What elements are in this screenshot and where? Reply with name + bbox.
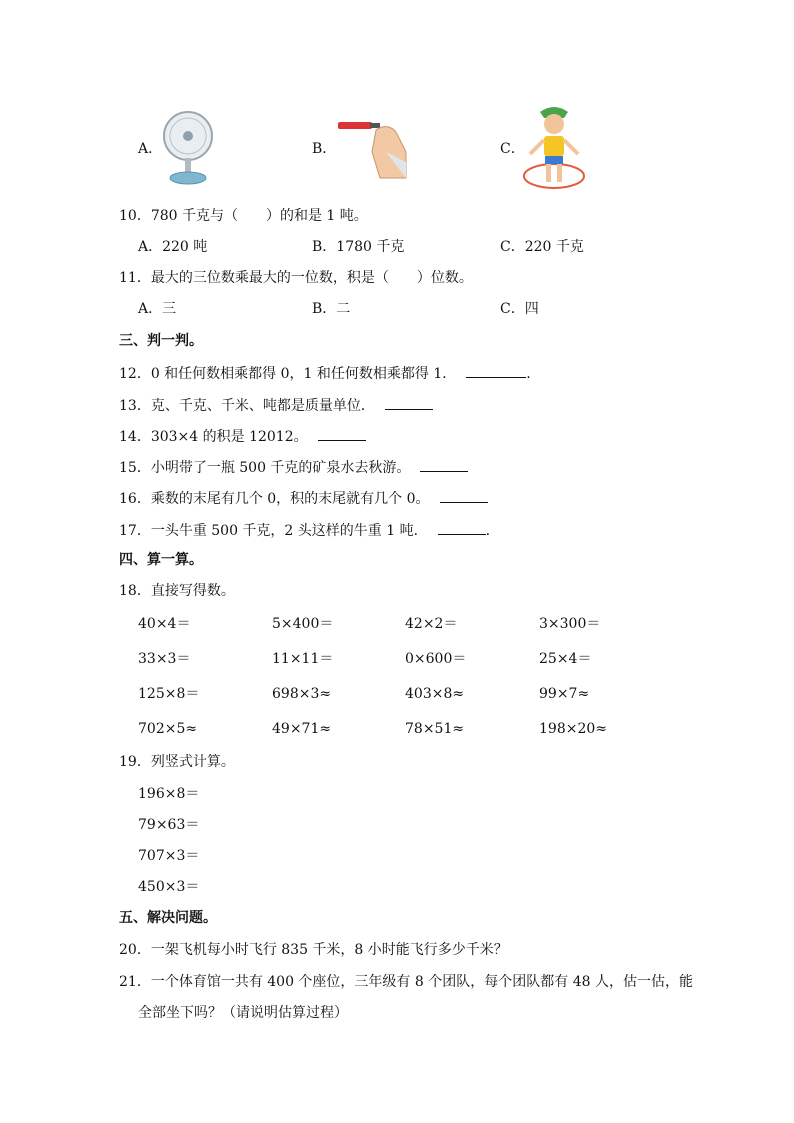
q17-text: 17．一头牛重 500 千克，2 头这样的牛重 1 吨． — [119, 523, 428, 539]
q19-item: 707×3＝ — [138, 848, 200, 864]
q16-answer-blank[interactable] — [440, 488, 488, 503]
q10-option-a: A．220 吨 — [138, 239, 208, 255]
q9-option-c-label: C． — [500, 141, 525, 157]
q14-answer-blank[interactable] — [318, 426, 366, 441]
q14-item — [119, 426, 366, 447]
section-5-title: 五、解决问题。 — [119, 910, 217, 926]
q18-item: 25×4＝ — [539, 651, 592, 667]
q12-text: 12．0 和任何数相乘都得 0，1 和任何数相乘都得 1． — [119, 366, 457, 382]
q10-option-b: B．1780 千克 — [312, 239, 405, 255]
q18-item: 403×8≈ — [405, 686, 465, 702]
q18-item: 698×3≈ — [272, 686, 332, 702]
q10-option-c: C．220 千克 — [500, 239, 584, 255]
q18-item: 11×11＝ — [272, 651, 334, 667]
q12-tail: . — [526, 366, 531, 382]
q19-stem: 19．列竖式计算。 — [119, 754, 235, 770]
q15-item — [119, 457, 468, 478]
q20-stem: 20．一架飞机每小时飞行 835 千米，8 小时能飞行多少千米？ — [119, 942, 508, 958]
boy-jumping-rope-icon — [520, 104, 588, 190]
q18-item: 5×400＝ — [272, 616, 334, 632]
q18-item: 99×7≈ — [539, 686, 590, 702]
q15-text: 15．小明带了一瓶 500 千克的矿泉水去秋游。 — [119, 460, 411, 476]
q9-option-a-label: A． — [138, 141, 163, 157]
q13-item — [119, 395, 433, 416]
electric-fan-icon — [158, 108, 214, 186]
q17-item — [119, 520, 490, 541]
q17-answer-blank[interactable] — [438, 520, 486, 535]
q18-item: 702×5≈ — [138, 721, 198, 737]
q15-answer-blank[interactable] — [420, 457, 468, 472]
q12-answer-blank[interactable] — [466, 363, 526, 378]
q19-item: 450×3＝ — [138, 879, 200, 895]
q12-item — [119, 363, 531, 384]
q14-text: 14．303×4 的积是 12012。 — [119, 429, 308, 445]
q10-stem: 10．780 千克与（ ）的和是 1 吨。 — [119, 208, 368, 224]
q13-text: 13．克、千克、千米、吨都是质量单位． — [119, 398, 375, 414]
q18-item: 49×71≈ — [272, 721, 332, 737]
q21-line-1: 21．一个体育馆一共有 400 个座位，三年级有 8 个团队，每个团队都有 48 人，估一估，能 — [119, 974, 693, 990]
q18-stem: 18．直接写得数。 — [119, 583, 235, 599]
q11-option-a: A．三 — [138, 301, 177, 317]
q18-item: 3×300＝ — [539, 616, 601, 632]
q19-item: 196×8＝ — [138, 786, 200, 802]
q18-item: 0×600＝ — [405, 651, 467, 667]
section-4-title: 四、算一算。 — [119, 552, 203, 568]
syringe-hand-icon — [336, 112, 408, 180]
q21-line-2: 全部坐下吗？（请说明估算过程） — [138, 1005, 348, 1021]
q19-item: 79×63＝ — [138, 817, 200, 833]
q11-option-c: C．四 — [500, 301, 539, 317]
q16-item — [119, 488, 488, 509]
q11-stem: 11．最大的三位数乘最大的一位数，积是（ ）位数。 — [119, 270, 473, 286]
q17-tail: . — [485, 523, 491, 539]
q18-item: 198×20≈ — [539, 721, 607, 737]
q9-option-b-label: B． — [312, 141, 337, 157]
q16-text: 16．乘数的末尾有几个 0，积的末尾就有几个 0。 — [119, 491, 430, 507]
q18-item: 33×3＝ — [138, 651, 191, 667]
q13-answer-blank[interactable] — [385, 395, 433, 410]
q18-item: 125×8＝ — [138, 686, 200, 702]
q18-item: 78×51≈ — [405, 721, 465, 737]
q18-item: 42×2＝ — [405, 616, 458, 632]
q11-option-b: B．二 — [312, 301, 351, 317]
section-3-title: 三、判一判。 — [119, 333, 203, 349]
q18-item: 40×4＝ — [138, 616, 191, 632]
